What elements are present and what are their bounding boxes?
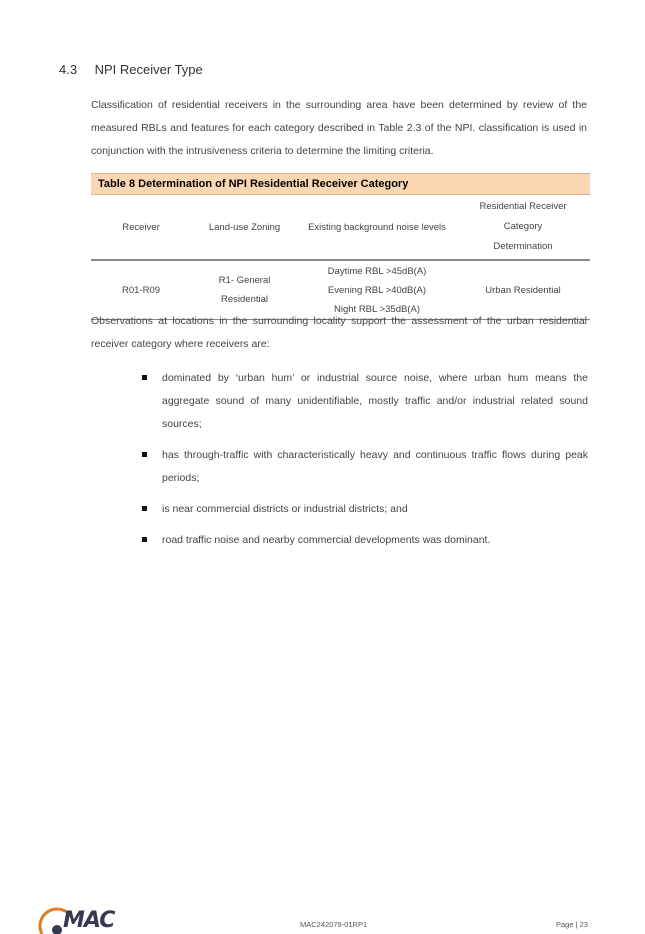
zoning-line1: R1- General xyxy=(218,275,271,286)
header-category-line1: Residential Receiver Category xyxy=(479,201,567,232)
section-title: NPI Receiver Type xyxy=(94,62,203,77)
observations-paragraph: Observations at locations in the surrounding locality support the assessment of the urban residential receiver category where receivers are: xyxy=(91,315,587,350)
logo-text: MAC xyxy=(63,908,115,933)
list-item xyxy=(140,498,588,521)
list-item-text: is near commercial districts or industrial districts; and xyxy=(162,503,408,515)
bullet-icon xyxy=(142,506,147,511)
list-item xyxy=(140,444,588,490)
bullet-icon xyxy=(142,537,147,542)
bullet-icon xyxy=(142,375,147,380)
cell-receiver: R01-R09 xyxy=(91,260,191,320)
level-night: Night RBL >35dB(A) xyxy=(334,303,420,315)
list-item-text: has through-traffic with characteristically heavy and continuous traffic flows during peak periods; xyxy=(162,449,588,484)
table-header-row xyxy=(91,195,590,260)
list-item-text: dominated by ‘urban hum’ or industrial source noise, where urban hum means the aggregate sound of many unidentifiable, mostly traffic and/or industrial related sound sources; xyxy=(162,372,588,430)
receiver-category-table xyxy=(91,173,590,320)
list-item xyxy=(140,367,588,436)
document-code: MAC242079-01RP1 xyxy=(300,920,368,929)
page-number: Page | 23 xyxy=(556,920,588,929)
header-zoning: Land-use Zoning xyxy=(191,195,298,260)
header-category-line2: Determination xyxy=(493,241,553,252)
level-daytime: Daytime RBL >45dB(A) xyxy=(327,265,427,277)
bullet-list xyxy=(140,367,588,560)
list-item xyxy=(140,529,588,552)
zoning-line2: Residential xyxy=(221,294,268,305)
section-number: 4.3 xyxy=(59,62,78,77)
bullet-icon xyxy=(142,452,147,457)
list-item-text: road traffic noise and nearby commercial developments was dominant. xyxy=(162,534,491,546)
section-heading xyxy=(59,62,203,77)
cell-category: Urban Residential xyxy=(456,260,590,320)
header-noise-levels: Existing background noise levels xyxy=(298,195,456,260)
header-category xyxy=(456,195,590,260)
level-evening: Evening RBL >40dB(A) xyxy=(327,284,427,296)
intro-paragraph: Classification of residential receivers in the surrounding area have been determined by review of the measured RBLs and features for each category described in Table 2.3 of the NPI. classification is used in conjunction with the intrusiveness criteria to determine the limiting criteria. xyxy=(91,99,587,157)
table-caption: Table 8 Determination of NPI Residential Receiver Category xyxy=(91,173,590,195)
header-receiver: Receiver xyxy=(91,195,191,260)
